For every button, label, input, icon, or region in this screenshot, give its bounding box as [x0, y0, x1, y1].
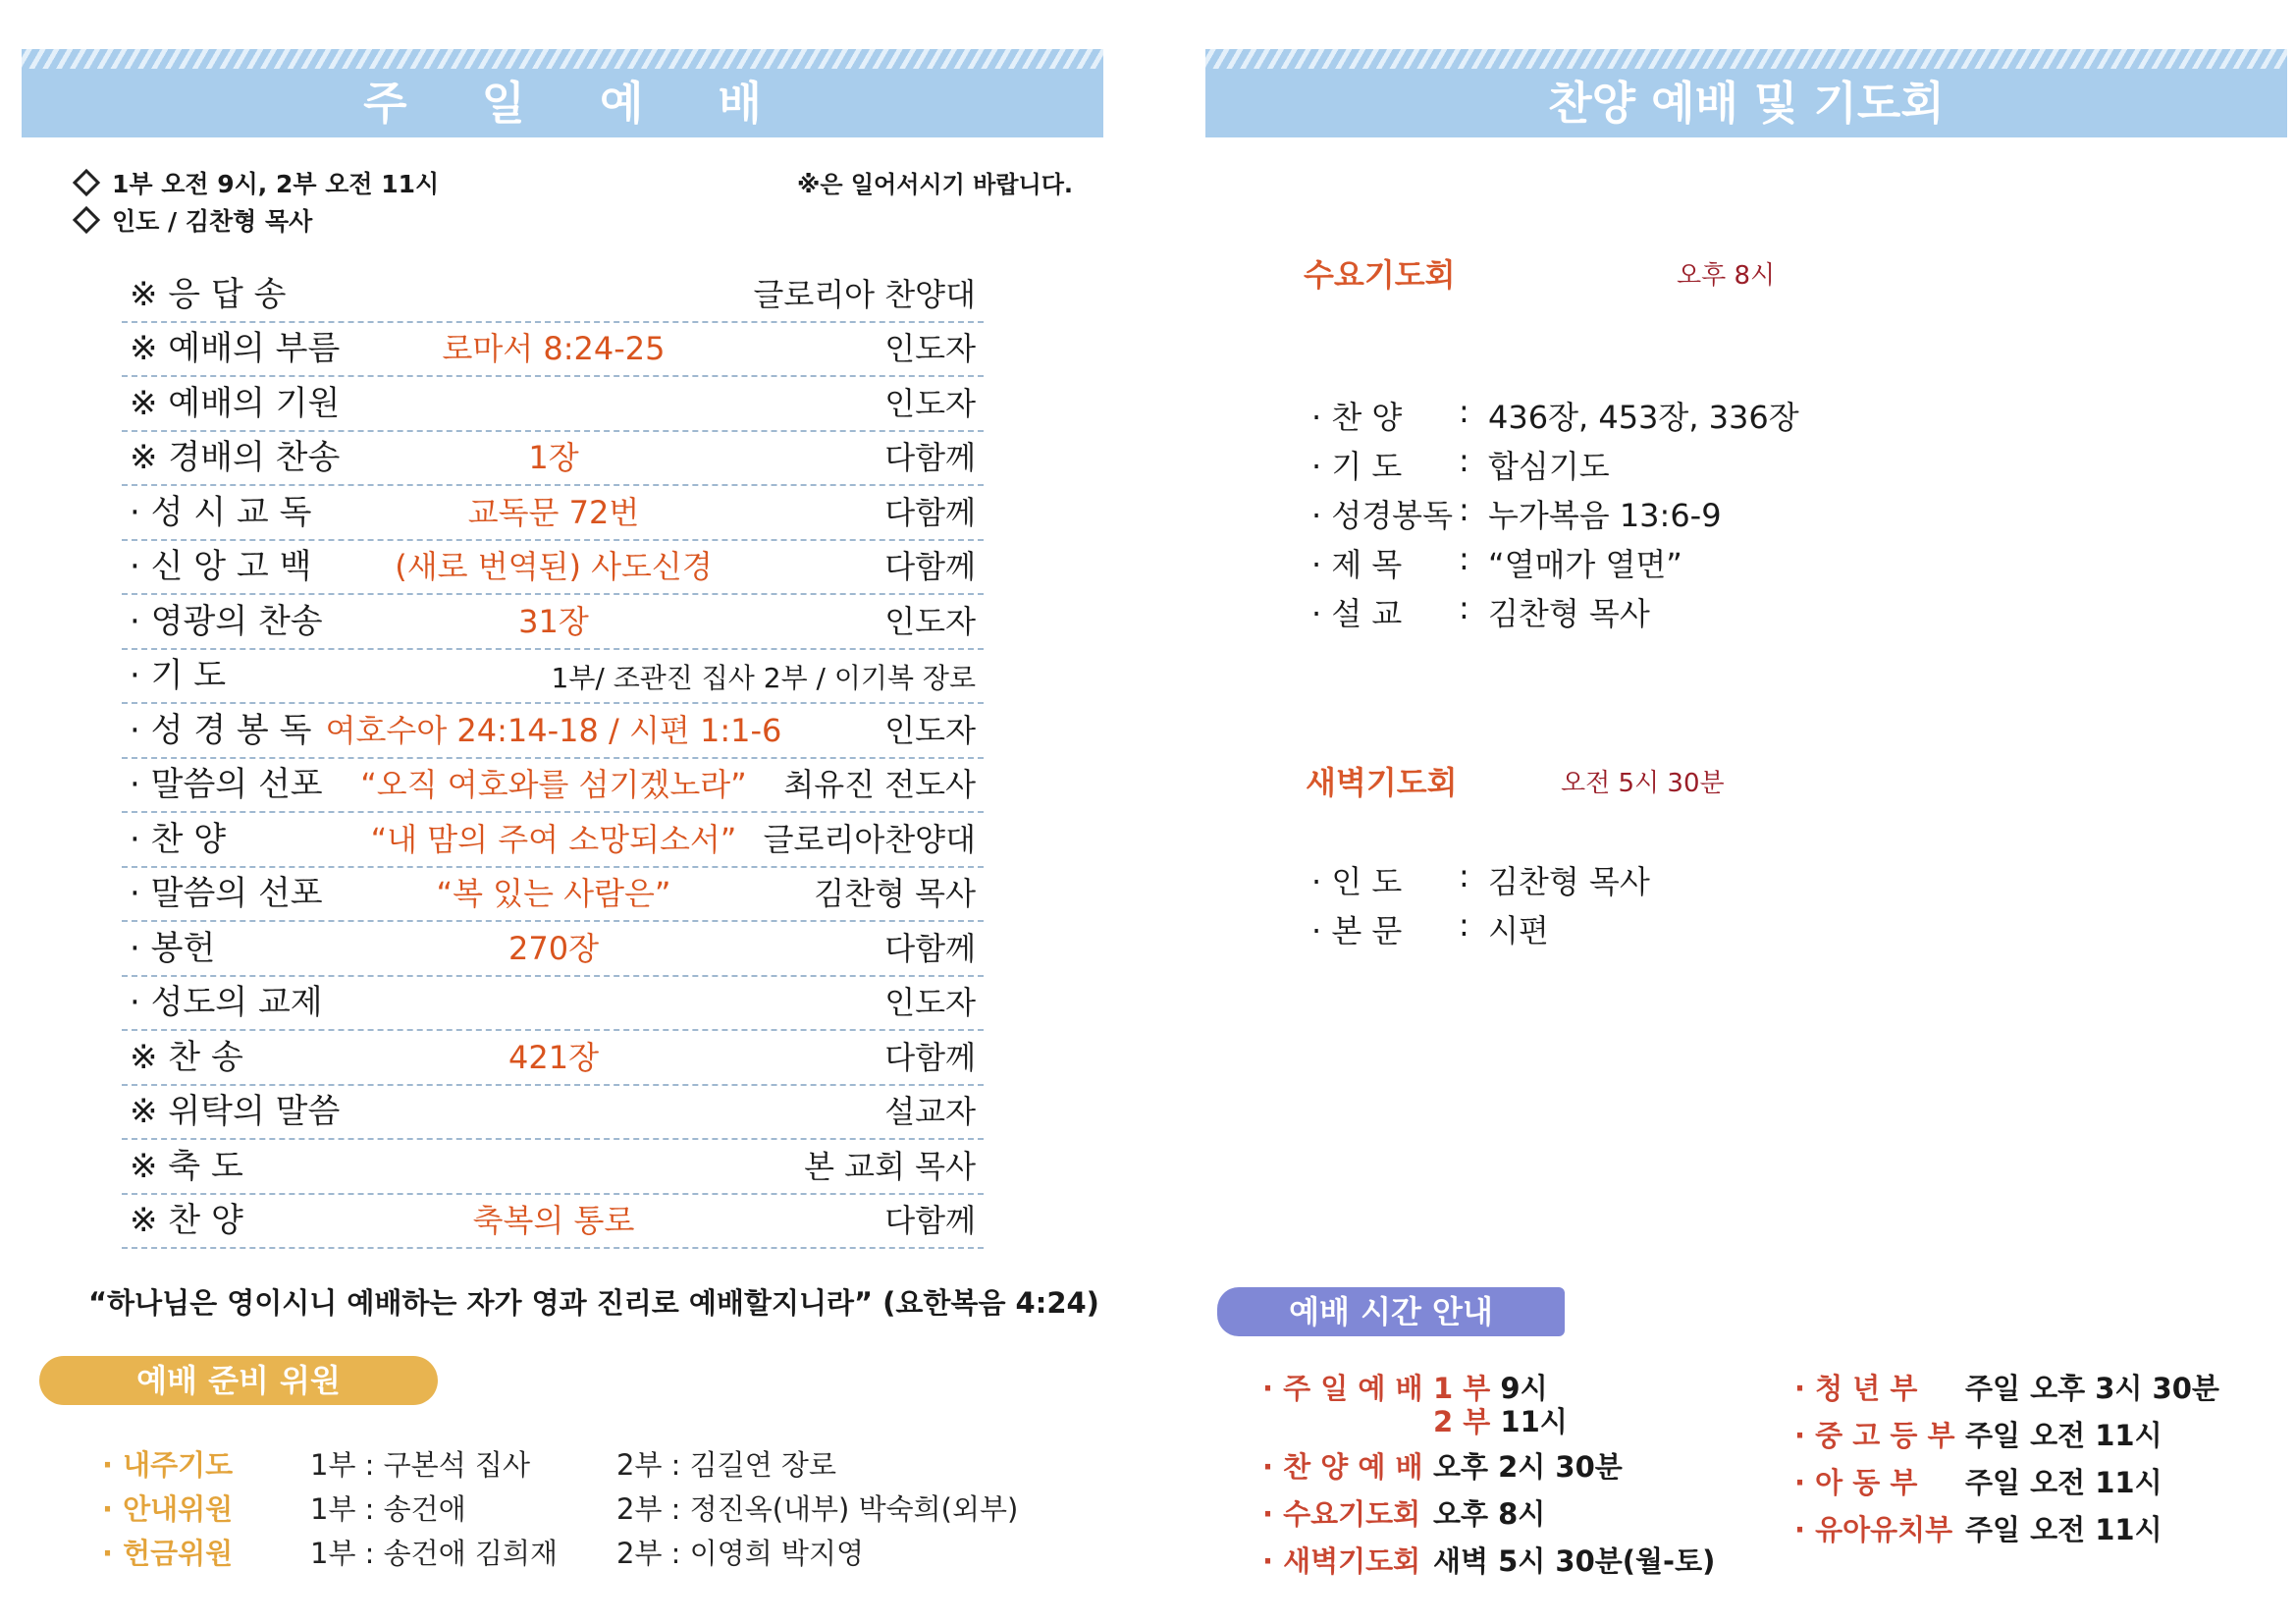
schedule-label: · 아 동 부: [1794, 1466, 1918, 1499]
prep-first: 1부 : 구본석 집사: [310, 1448, 530, 1482]
schedule-value: 1 부 9시: [1433, 1372, 1548, 1405]
order-row: · 봉헌 270장 다함께: [122, 922, 984, 977]
order-row: · 찬 양 “내 맘의 주여 소망되소서” 글로리아찬양대: [122, 813, 984, 868]
schedule-value: 주일 오전 11시: [1965, 1419, 2163, 1452]
schedule-value: 오후 8시: [1433, 1497, 1546, 1531]
prep-first: 1부 : 송건애: [310, 1492, 466, 1526]
order-row: ※ 예배의 부름 로마서 8:24-25 인도자: [122, 323, 984, 378]
order-row: · 말씀의 선포 “오직 여호와를 섬기겠노라” 최유진 전도사: [122, 759, 984, 814]
schedule-label: · 찬 양 예 배: [1262, 1450, 1423, 1484]
schedule-value: 주일 오전 11시: [1965, 1513, 2163, 1546]
order-row: ※ 축 도 본 교회 목사: [122, 1140, 984, 1195]
order-row: ※ 경배의 찬송 1장 다함께: [122, 432, 984, 487]
order-row: ※ 찬 송 421장 다함께: [122, 1031, 984, 1086]
order-row: ※ 응 답 송 글로리아 찬양대: [122, 268, 984, 323]
prep-label: · 안내위원: [102, 1492, 234, 1526]
order-row: · 성 경 봉 독 여호수아 24:14-18 / 시편 1:1-6 인도자: [122, 704, 984, 759]
schedule-label: · 주 일 예 배: [1262, 1372, 1423, 1405]
schedule-value: 오후 2시 30분: [1433, 1450, 1623, 1484]
dawn-prayer-title: 새벽기도회: [1306, 764, 1458, 801]
order-row: · 영광의 찬송 31장 인도자: [122, 595, 984, 650]
schedule-label: · 유아유치부: [1794, 1513, 1953, 1546]
schedule-value: 주일 오전 11시: [1965, 1466, 2163, 1499]
prep-second: 2부 : 김길연 장로: [616, 1448, 836, 1482]
wednesday-prayer-time: 오후 8시: [1677, 261, 1776, 291]
praise-worship-header: [1205, 49, 2287, 137]
schedule-label: · 청 년 부: [1794, 1372, 1918, 1405]
schedule-value: 주일 오후 3시 30분: [1965, 1372, 2219, 1405]
order-of-worship: [122, 268, 984, 1249]
prep-label: · 내주기도: [102, 1448, 234, 1482]
prep-first: 1부 : 송건애 김희재: [310, 1537, 558, 1570]
order-row: · 성도의 교제 인도자: [122, 977, 984, 1032]
prep-label: · 헌금위원: [102, 1537, 234, 1570]
order-row: · 말씀의 선포 “복 있는 사람은” 김찬형 목사: [122, 868, 984, 923]
order-row: ※ 위탁의 말씀 설교자: [122, 1086, 984, 1141]
schedule-label: · 수요기도회: [1262, 1497, 1421, 1531]
schedule-label: · 새벽기도회: [1262, 1544, 1421, 1578]
praise-worship-title: 찬양 예배 및 기도회: [1548, 77, 1945, 130]
wednesday-prayer-title: 수요기도회: [1304, 256, 1456, 294]
order-row: · 기 도 1부/ 조관진 집사 2부 / 이기복 장로: [122, 650, 984, 705]
order-row: · 신 앙 고 백 (새로 번역된) 사도신경 다함께: [122, 541, 984, 596]
worship-schedule-title: 예배 시간 안내: [1217, 1287, 1565, 1336]
order-row: ※ 찬 양 축복의 통로 다함께: [122, 1195, 984, 1250]
leader-info: 인도 / 김찬형 목사: [77, 202, 312, 238]
schedule-value: 새벽 5시 30분(월-토): [1433, 1544, 1716, 1578]
schedule-value: 2 부 11시: [1433, 1405, 1568, 1438]
service-times: 1부 오전 9시, 2부 오전 11시: [77, 165, 439, 200]
sunday-worship-header: [22, 49, 1103, 137]
sunday-worship-title: 주 일 예 배: [363, 77, 791, 130]
schedule-label: · 중 고 등 부: [1794, 1419, 1955, 1452]
scripture-verse: “하나님은 영이시니 예배하는 자가 영과 진리로 예배할지니라” (요한복음 4:24): [88, 1286, 1099, 1320]
prep-second: 2부 : 정진옥(내부) 박숙희(외부): [616, 1492, 1019, 1526]
standing-note: ※은 일어서시기 바랍니다.: [797, 171, 1073, 198]
diamond-icon: [73, 169, 100, 196]
diamond-icon: [73, 206, 100, 234]
prep-second: 2부 : 이영희 박지영: [616, 1537, 864, 1570]
worship-prep-committee-title: 예배 준비 위원: [39, 1356, 438, 1405]
order-row: ※ 예배의 기원 인도자: [122, 377, 984, 432]
order-row: · 성 시 교 독 교독문 72번 다함께: [122, 486, 984, 541]
dawn-prayer-time: 오전 5시 30분: [1561, 769, 1725, 798]
header-stripes: [1205, 49, 2287, 69]
header-stripes: [22, 49, 1103, 69]
